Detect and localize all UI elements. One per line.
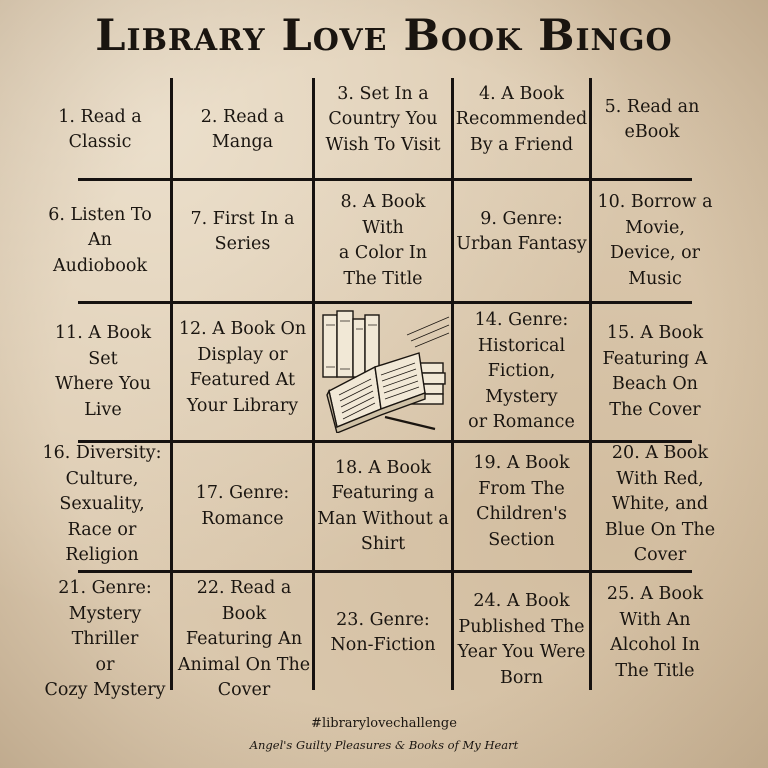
bingo-cell-6: 6. Listen To An Audiobook	[48, 204, 152, 276]
bingo-cell-14: 14. Genre: Historical Fiction, Mystery or Romance	[468, 310, 575, 433]
bingo-cell-17: 17. Genre: Romance	[195, 483, 290, 529]
bingo-cell-25: 25. A Book With An Alcohol In The Title	[606, 584, 704, 681]
bingo-cell-23: 23. Genre: Non-Fiction	[330, 609, 436, 655]
bingo-cell-10: 10. Borrow a Movie, Device, or Music	[597, 192, 713, 289]
bingo-cell-5: 5. Read an eBook	[604, 96, 700, 142]
bingo-cell-2: 2. Read a Manga	[200, 106, 285, 152]
bingo-cell-19: 19. A Book From The Children's Section	[473, 453, 570, 550]
credit-text: Angel's Guilty Pleasures & Books of My Heart	[249, 738, 519, 752]
bingo-cell-24: 24. A Book Published The Year You Were Born	[457, 591, 586, 688]
stack-of-books-icon	[315, 305, 451, 433]
bingo-cell-9: 9. Genre: Urban Fantasy	[456, 208, 587, 254]
bingo-cell-7: 7. First In a Series	[190, 208, 295, 254]
bingo-cell-15: 15. A Book Featuring A Beach On The Cover	[602, 323, 708, 420]
bingo-cell-8: 8. A Book With a Color In The Title	[338, 192, 428, 289]
bingo-cell-18: 18. A Book Featuring a Man Without a Shirt	[317, 457, 449, 554]
bingo-cell-16: 16. Diversity: Culture, Sexuality, Race or Religion	[42, 443, 162, 566]
bingo-cell-12: 12. A Book On Display or Featured At Your Library	[178, 319, 307, 416]
hashtag-text: #librarylovechallenge	[311, 716, 457, 731]
bingo-cell-3: 3. Set In a Country You Wish To Visit	[325, 83, 441, 155]
bingo-cell-20: 20. A Book With Red, White, and Blue On The Cover	[604, 443, 716, 566]
bingo-cell-21: 21. Genre: Mystery Thriller or Cozy Mystery	[44, 578, 166, 701]
bingo-cell-4: 4. A Book Recommended By a Friend	[455, 83, 588, 155]
bingo-cell-1: 1. Read a Classic	[58, 106, 142, 152]
bingo-cell-22: 22. Read a Book Featuring An Animal On The Cover	[177, 578, 311, 701]
bingo-cell-11: 11. A Book Set Where You Live	[54, 323, 152, 420]
center-free-space-books-image	[315, 305, 451, 433]
page-title: Library Love Book Bingo	[95, 11, 673, 61]
